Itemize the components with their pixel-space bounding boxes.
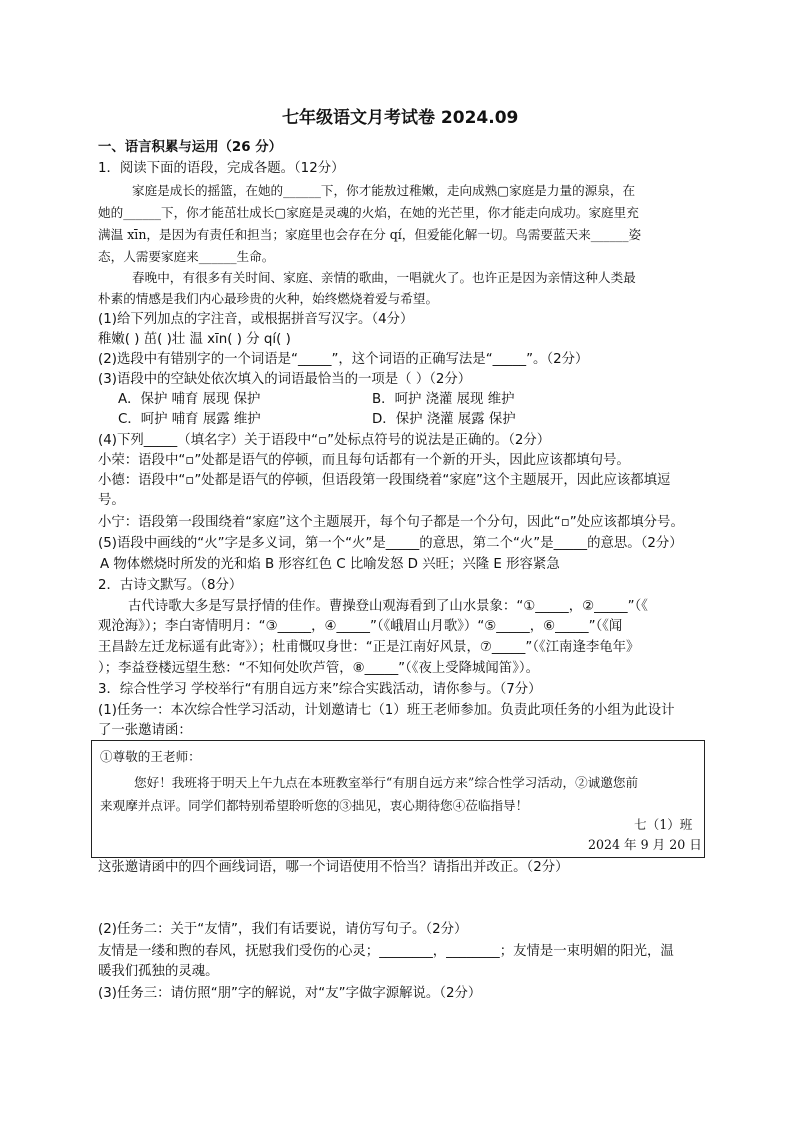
passage-line: 家庭是成长的摇篮，在她的______下，你才能敖过稚嫩，走向成熟▢家庭是力量的源泉，在	[132, 183, 636, 198]
task-1-cont: 了一张邀请函：	[98, 723, 192, 738]
sub-question-1-items: 稚嫩( ) 茁( )壮 温 xīn( ) 分 qí( )	[98, 332, 291, 347]
passage-line: 态，人需要家庭来______生命。	[98, 249, 275, 264]
letter-body: 来观摩并点评。同学们都特别希望聆听您的③拙见，衷心期待您④莅临指导！	[100, 798, 529, 813]
sub-question-3: (3)语段中的空缺处依次填入的词语最恰当的一项是（ ）（2分）	[98, 372, 472, 387]
passage-line: 满温 xīn，是因为有责任和担当；家庭里也会存在分 qí，但爱能化解一切。鸟需要蓝天来______姿	[98, 227, 642, 242]
sub-question-1: (1)给下列加点的字注音，或根据拼音写汉字。（4分）	[98, 312, 414, 327]
task-2: (2)任务二：关于“友情”，我们有话要说，请仿写句子。（2分）	[98, 922, 468, 937]
page-title: 七年级语文月考试卷 2024.09	[282, 108, 519, 128]
invitation-letter-box	[91, 740, 705, 858]
statement-xiaoning: 小宁：语段第一段围绕着“家庭”这个主题展开，每个句子都是一个分句，因此“▫”处应该都填分号。	[98, 515, 684, 530]
section-heading: 一、语言积累与运用（26 分）	[98, 140, 282, 155]
poetry-line: 观沧海》）；李白寄情明月：“③_____，④_____”（《峨眉山月歌》）“⑤_____，⑥_____”（《闻	[98, 619, 623, 634]
passage-line: 朴素的情感是我们内心最珍贵的火种，始终燃烧着爱与希望。	[98, 291, 439, 306]
letter-body: 您好！我班将于明天上午九点在本班教室举行“有朋自远方来”综合性学习活动，②诚邀您前	[134, 775, 639, 790]
statement-xiaode: 小德：语段中“▫”处都是语气的停顿，但语段第一段围绕着“家庭”这个主题展开，因此应该都填逗	[98, 473, 671, 488]
sub-question-5-options: A 物体燃烧时所发的光和焰 B 形容红色 C 比喻发怒 D 兴旺；兴隆 E 形容紧急	[100, 557, 560, 572]
question-1-prompt: 1．阅读下面的语段，完成各题。（12分）	[98, 161, 345, 176]
statement-xiaode-cont: 号。	[98, 493, 125, 508]
sub-question-5: (5)语段中画线的“火”字是多义词，第一个“火”是_____的意思，第二个“火”是_____的意思。（2分）	[98, 536, 683, 551]
poetry-line: 王昌龄左迁龙标遥有此寄》）；杜甫慨叹身世：“正是江南好风景，⑦_____”（《江南逢李龟年》	[98, 640, 640, 655]
task-2-sentence: 友情是一缕和煦的春风，抚慰我们受伤的心灵；________，________；友情是一束明媚的阳光，温	[98, 944, 674, 959]
statement-xiaorong: 小荣：语段中“▫”处都是语气的停顿，而且每句话都有一个新的开头，因此应该都填句号。	[98, 453, 630, 468]
task-1: (1)任务一：本次综合性学习活动，计划邀请七（1）班王老师参加。负责此项任务的小组为此设计	[98, 703, 675, 718]
passage-line: 她的______下，你才能茁壮成长▢家庭是灵魂的火焰，在她的光芒里，你才能走向成功。家庭里充	[98, 205, 639, 220]
option-b: B．呵护 浇灌 展现 维护	[372, 392, 515, 407]
poetry-line: 古代诗歌大多是写景抒情的佳作。曹操登山观海看到了山水景象：“①_____，②_____”（《	[128, 599, 648, 614]
passage-line: 春晚中，有很多有关时间、家庭、亲情的歌曲，一唱就火了。也许正是因为亲情这种人类最	[132, 270, 636, 285]
sub-question-4: (4)下列_____（填名字）关于语段中“▫”处标点符号的说法是正确的。（2分）	[98, 433, 551, 448]
option-d: D．保护 浇灌 展露 保护	[372, 412, 516, 427]
poetry-line: ）；李益登楼远望生愁：“不知何处吹芦管，⑧_____”（《夜上受降城闻笛》）。	[98, 661, 539, 676]
sub-question-2: (2)选段中有错别字的一个词语是“_____”，这个词语的正确写法是“_____”。（2分）	[98, 352, 589, 367]
question-2-prompt: 2．古诗文默写。（8分）	[98, 578, 243, 593]
task-1-question: 这张邀请函中的四个画线词语，哪一个词语使用不恰当？请指出并改正。（2分）	[98, 860, 569, 875]
letter-date: 2024 年 9 月 20 日	[588, 837, 702, 852]
task-2-sentence-cont: 暖我们孤独的灵魂。	[98, 964, 219, 979]
question-3-prompt: 3．综合性学习 学校举行“有朋自远方来”综合实践活动，请你参与。（7分）	[98, 682, 542, 697]
letter-signature: 七（1）班	[634, 817, 693, 832]
option-a: A．保护 哺育 展现 保护	[118, 392, 261, 407]
task-3: (3)任务三：请仿照“朋”字的解说，对“友”字做字源解说。（2分）	[98, 986, 482, 1001]
letter-salutation: ①尊敬的王老师：	[100, 749, 201, 764]
option-c: C．呵护 哺育 展露 维护	[118, 412, 261, 427]
